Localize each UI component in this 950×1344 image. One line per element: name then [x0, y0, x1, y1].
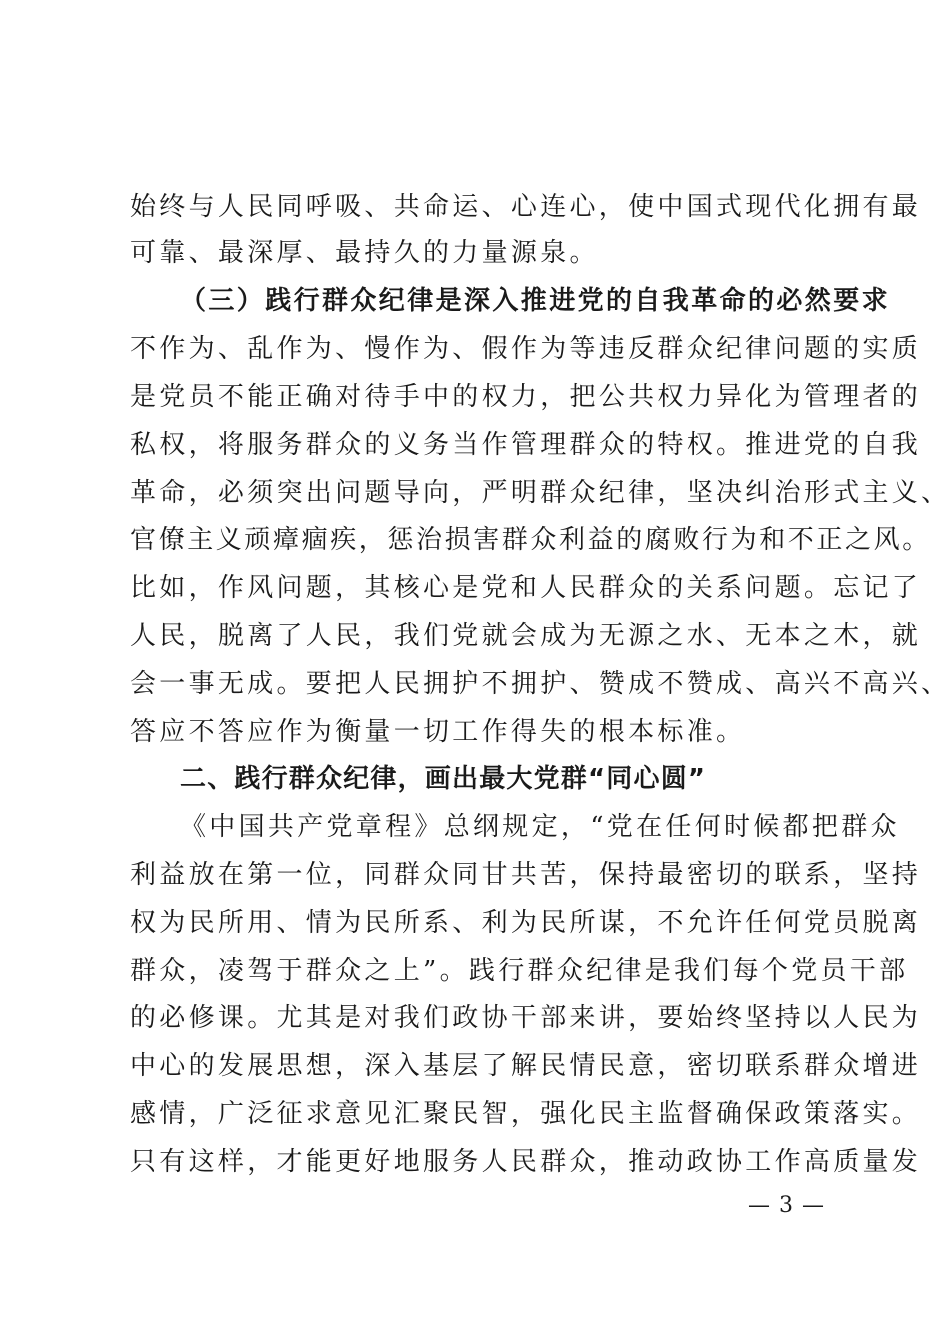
body-text-line: 官僚主义顽瘴痼疾，惩治损害群众利益的腐败行为和不正之风。: [130, 525, 931, 555]
body-text-line: 中心的发展思想，深入基层了解民情民意，密切联系群众增进: [130, 1051, 922, 1081]
body-text-line: 会一事无成。要把人民拥护不拥护、赞成不赞成、高兴不高兴、: [130, 669, 950, 699]
body-text-line: 人民，脱离了人民，我们党就会成为无源之水、无本之木，就: [130, 621, 922, 651]
body-text-line: 始终与人民同呼吸、共命运、心连心，使中国式现代化拥有最: [130, 192, 922, 222]
page-number: — 3 —: [748, 1193, 825, 1218]
body-text-line: 比如，作风问题，其核心是党和人民群众的关系问题。忘记了: [130, 573, 922, 603]
body-text-line: 答应不答应作为衡量一切工作得失的根本标准。: [130, 717, 746, 747]
section-heading: 二、践行群众纪律，画出最大党群“同心圆”: [180, 764, 707, 794]
body-text-line: 感情，广泛征求意见汇聚民智，强化民主监督确保政策落实。: [130, 1099, 922, 1129]
body-text-line: 只有这样，才能更好地服务人民群众，推动政协工作高质量发: [130, 1147, 922, 1177]
body-text-line: 是党员不能正确对待手中的权力，把公共权力异化为管理者的: [130, 382, 922, 412]
body-text-line: 《中国共产党章程》总纲规定，“党在任何时候都把群众: [180, 812, 900, 842]
body-text-line: 利益放在第一位，同群众同甘共苦，保持最密切的联系，坚持: [130, 860, 922, 890]
body-text-line: 革命，必须突出问题导向，严明群众纪律，坚决纠治形式主义、: [130, 478, 950, 508]
body-text-line: 私权，将服务群众的义务当作管理群众的特权。推进党的自我: [130, 430, 922, 460]
body-text-line: 不作为、乱作为、慢作为、假作为等违反群众纪律问题的实质: [130, 334, 922, 364]
body-text-line: 权为民所用、情为民所系、利为民所谋，不允许任何党员脱离: [130, 908, 922, 938]
body-text-line: 可靠、最深厚、最持久的力量源泉。: [130, 238, 599, 268]
section-subheading: （三）践行群众纪律是深入推进党的自我革命的必然要求: [180, 286, 891, 316]
body-text-line: 群众，凌驾于群众之上”。践行群众纪律是我们每个党员干部: [130, 956, 909, 986]
body-text-line: 的必修课。尤其是对我们政协干部来讲，要始终坚持以人民为: [130, 1003, 922, 1033]
